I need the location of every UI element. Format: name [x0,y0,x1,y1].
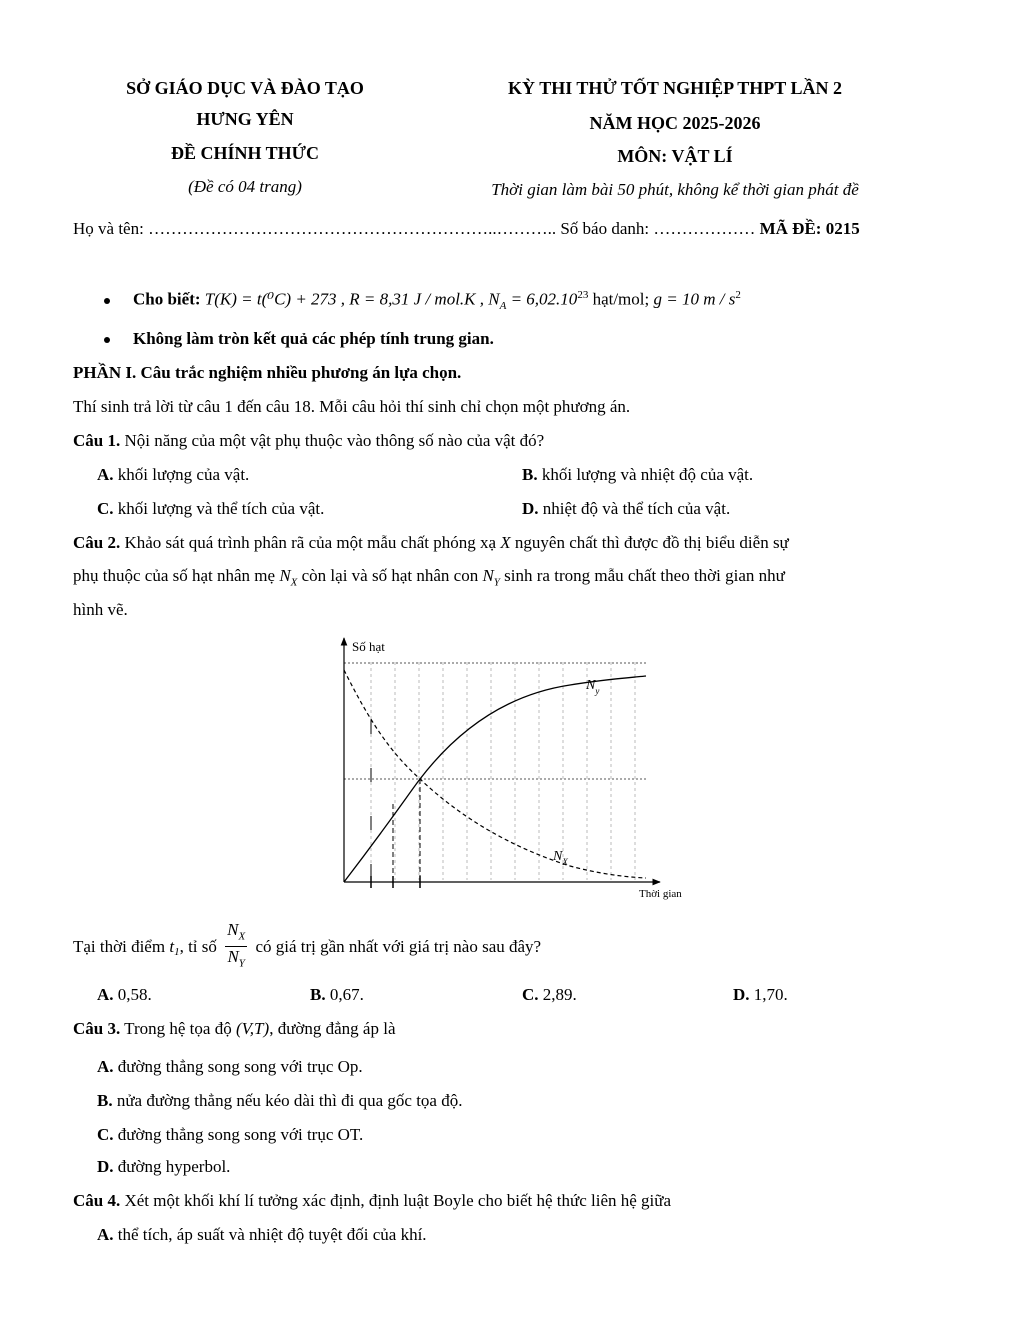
part1-instruction: Thí sinh trả lời từ câu 1 đến câu 18. Mỗi câu hỏi thí sinh chỉ chọn một phương án. [73,397,631,416]
q2-option-b[interactable]: B. 0,67. [310,985,364,1004]
label-ny: $N_y$ [586,678,600,696]
question-2-ask: Tại thời điểm $t_1$, tỉ số $\frac{N_X}{N_Y}$ có giá trị gần nhất với giá trị nào sau đây? [73,920,541,974]
q3-option-d[interactable]: D. đường hyperbol. [97,1157,231,1176]
sbd-field: Số báo danh: ……………… [560,219,756,238]
graph-ylabel: Số hạt [352,639,385,654]
q3-option-b[interactable]: B. nửa đường thẳng nếu kéo dài thì đi qua gốc tọa độ. [97,1091,463,1110]
question-2-line2: phụ thuộc của số hạt nhân mẹ $N_X$ còn lại và số hạt nhân con $N_Y$ sinh ra trong mẫu chất theo thời gian như [73,566,785,589]
department-name: SỞ GIÁO DỤC VÀ ĐÀO TẠO [126,78,364,98]
question-4: Câu 4. Xét một khối khí lí tưởng xác định, định luật Boyle cho biết hệ thức liên hệ giữa [73,1191,672,1210]
time-limit: Thời gian làm bài 50 phút, không kể thời gian phát đề [491,180,859,199]
q3-option-c[interactable]: C. đường thẳng song song với trục OT. [97,1125,364,1144]
name-field: Họ và tên: ……………………………………………………..……….. [73,219,557,238]
q1-option-c[interactable]: C. khối lượng và thể tích của vật. [97,499,325,518]
label-nx: $N_X$ [553,849,568,867]
q3-option-a[interactable]: A. đường thẳng song song với trục Op. [97,1057,363,1076]
exam-code: MÃ ĐỀ: 0215 [759,219,860,238]
q2-option-a[interactable]: A. 0,58. [97,985,152,1004]
q1-option-b[interactable]: B. khối lượng và nhiệt độ của vật. [522,465,754,484]
part1-title: PHẦN I. Câu trắc nghiệm nhiều phương án lựa chọn. [73,363,462,382]
province-name: HƯNG YÊN [196,109,294,129]
given-constants: Cho biết: T(K) = t(⁰C) + 273 , R = 8,31 J / mol.K , $N_A = 6,02.10^{23}$ hạt/mol; g = 10 m / $s^2$ [133,289,741,313]
bullet-1 [104,298,110,304]
exam-title: KỲ THI THỬ TỐT NGHIỆP THPT LẦN 2 [508,78,842,98]
nx-curve [344,670,646,878]
q4-option-a[interactable]: A. thể tích, áp suất và nhiệt độ tuyệt đối của khí. [97,1225,427,1244]
student-info-line [73,219,860,239]
question-3: Câu 3. Trong hệ tọa độ (V,T), đường đẳng áp là [73,1019,396,1038]
official-label: ĐỀ CHÍNH THỨC [170,143,320,163]
question-2-line1: Câu 2. Khảo sát quá trình phân rã của một mẫu chất phóng xạ X nguyên chất thì được đồ thị biểu diễn sự [73,533,789,552]
question-2-line3: hình vẽ. [73,600,128,619]
bullet-2 [104,337,110,343]
decay-graph [330,632,700,904]
q2-option-d[interactable]: D. 1,70. [733,985,788,1004]
page-count: (Đề có 04 trang) [188,177,302,196]
school-year: NĂM HỌC 2025-2026 [589,113,761,133]
ratio-fraction: $\frac{N_X}{N_Y}$ [227,920,246,970]
q2-option-c[interactable]: C. 2,89. [522,985,577,1004]
question-1: Câu 1. Nội năng của một vật phụ thuộc vào thông số nào của vật đó? [73,431,545,450]
rounding-note: Không làm tròn kết quả các phép tính trung gian. [133,329,494,348]
graph-xlabel: Thời gian [639,888,682,900]
q1-option-a[interactable]: A. khối lượng của vật. [97,465,250,484]
q1-option-d[interactable]: D. nhiệt độ và thể tích của vật. [522,499,731,518]
subject: MÔN: VẬT LÍ [617,146,733,166]
